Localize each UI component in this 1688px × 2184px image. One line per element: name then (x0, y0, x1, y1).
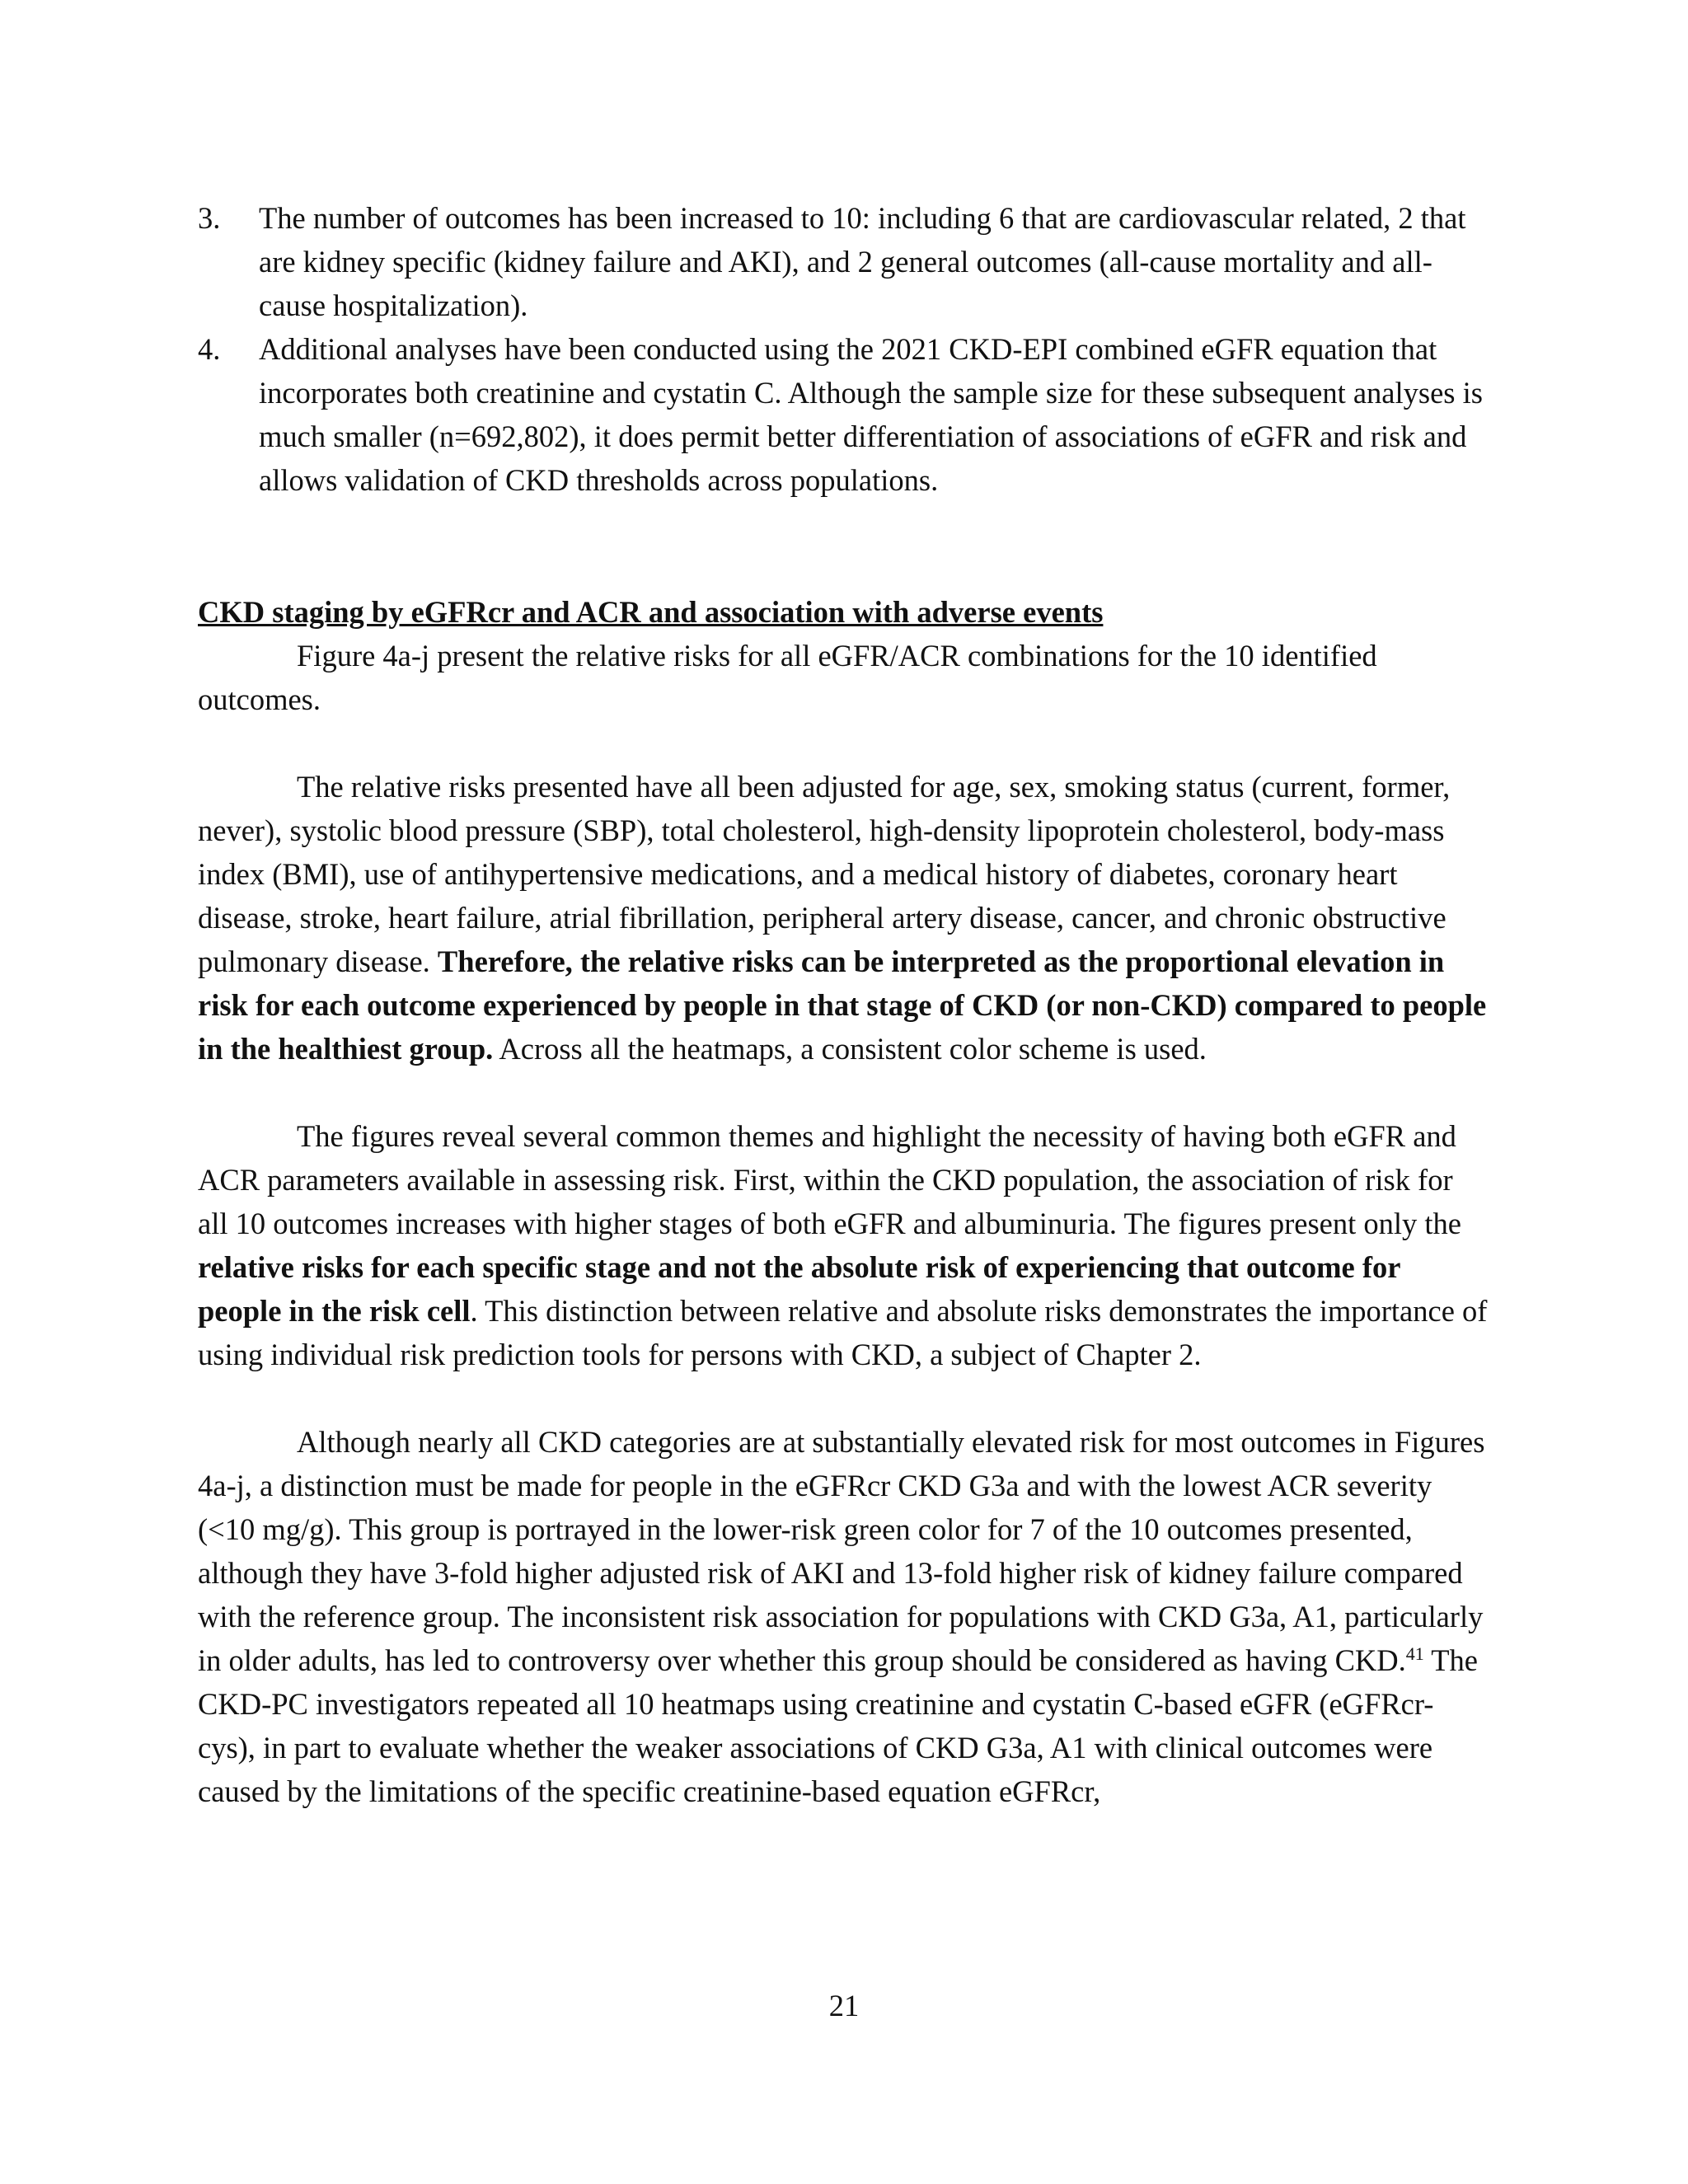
section-heading: CKD staging by eGFRcr and ACR and association with adverse events (198, 595, 1104, 629)
paragraph-themes-emphasis: relative risks for each specific stage and not the absolute risk of experiencing that outcome for people in the risk cell (198, 1250, 1400, 1328)
list-item (198, 196, 1484, 327)
paragraph-themes-text: The figures reveal several common themes and highlight the necessity of having both eGFR and ACR parameters available in assessing risk. First, within the CKD population, the association of risk for all 10 outcomes increases with higher stages of both eGFR and albuminuria. The figures present only the (198, 1119, 1461, 1240)
paragraph-themes-text-end: . This distinction between relative and absolute risks demonstrates the importance of using individual risk prediction tools for persons with CKD, a subject of Chapter 2. (198, 1294, 1488, 1371)
paragraph-adjustment (198, 765, 1489, 1071)
paragraph-g3a-text: Although nearly all CKD categories are at substantially elevated risk for most outcomes in Figures 4a-j, a distinction must be made for people in the eGFRcr CKD G3a and with the lowest ACR severity (<10 mg/g). This group is portrayed in the lower-risk green color for 7 of the 10 outcomes presented, although they have 3-fold higher adjusted risk of AKI and 13-fold higher risk of kidney failure compared with the reference group. The inconsistent risk association for populations with CKD G3a, A1, particularly in older adults, has led to controversy over whether this group should be considered as having CKD. (198, 1425, 1485, 1677)
paragraph-adjustment-emphasis: Therefore, the relative risks can be interpreted as the proportional elevation in risk for each outcome experienced by people in that stage of CKD (or non-CKD) compared to people in the healthiest group. (198, 944, 1487, 1066)
list-item-text: Additional analyses have been conducted using the 2021 CKD-EPI combined eGFR equation that incorporates both creatinine and cystatin C. Although the sample size for these subsequent analyses is much smaller (n=692,802), it does permit better differentiation of associations of eGFR and risk and allows validation of CKD thresholds across populations. (259, 332, 1483, 497)
numbered-list (198, 196, 1484, 502)
list-item-text: The number of outcomes has been increased to 10: including 6 that are cardiovascular related, 2 that are kidney specific (kidney failure and AKI), and 2 general outcomes (all-cause mortality and all-cause hospitalization). (259, 201, 1466, 322)
list-item-number: 4. (198, 332, 221, 366)
section-ckd-staging (198, 590, 1489, 1857)
paragraph-intro-text: Figure 4a-j present the relative risks for all eGFR/ACR combinations for the 10 identified outcomes. (198, 639, 1377, 716)
citation-superscript: 41 (1405, 1643, 1424, 1664)
paragraph-adjustment-text: The relative risks presented have all been adjusted for age, sex, smoking status (current, former, never), systolic blood pressure (SBP), total cholesterol, high-density lipoprotein cholesterol, body-mass index (BMI), use of antihypertensive medications, and a medical history of diabetes, coronary heart disease, stroke, heart failure, atrial fibrillation, peripheral artery disease, cancer, and chronic obstructive pulmonary disease. (198, 770, 1451, 978)
page-number: 21 (828, 1989, 860, 2022)
paragraph-g3a-text-end: The CKD-PC investigators repeated all 10 heatmaps using creatinine and cystatin C-based eGFR (eGFRcr-cys), in part to evaluate whether the weaker associations of CKD G3a, A1 with clinical outcomes were caused by the limitations of the specific creatinine-based equation eGFRcr, (198, 1643, 1478, 1808)
paragraph-intro (198, 634, 1489, 721)
list-item (198, 327, 1484, 502)
paragraph-themes (198, 1114, 1489, 1376)
paragraph-adjustment-text-end: Across all the heatmaps, a consistent color scheme is used. (493, 1032, 1207, 1066)
list-item-number: 3. (198, 201, 221, 235)
paragraph-g3a-distinction (198, 1420, 1489, 1813)
